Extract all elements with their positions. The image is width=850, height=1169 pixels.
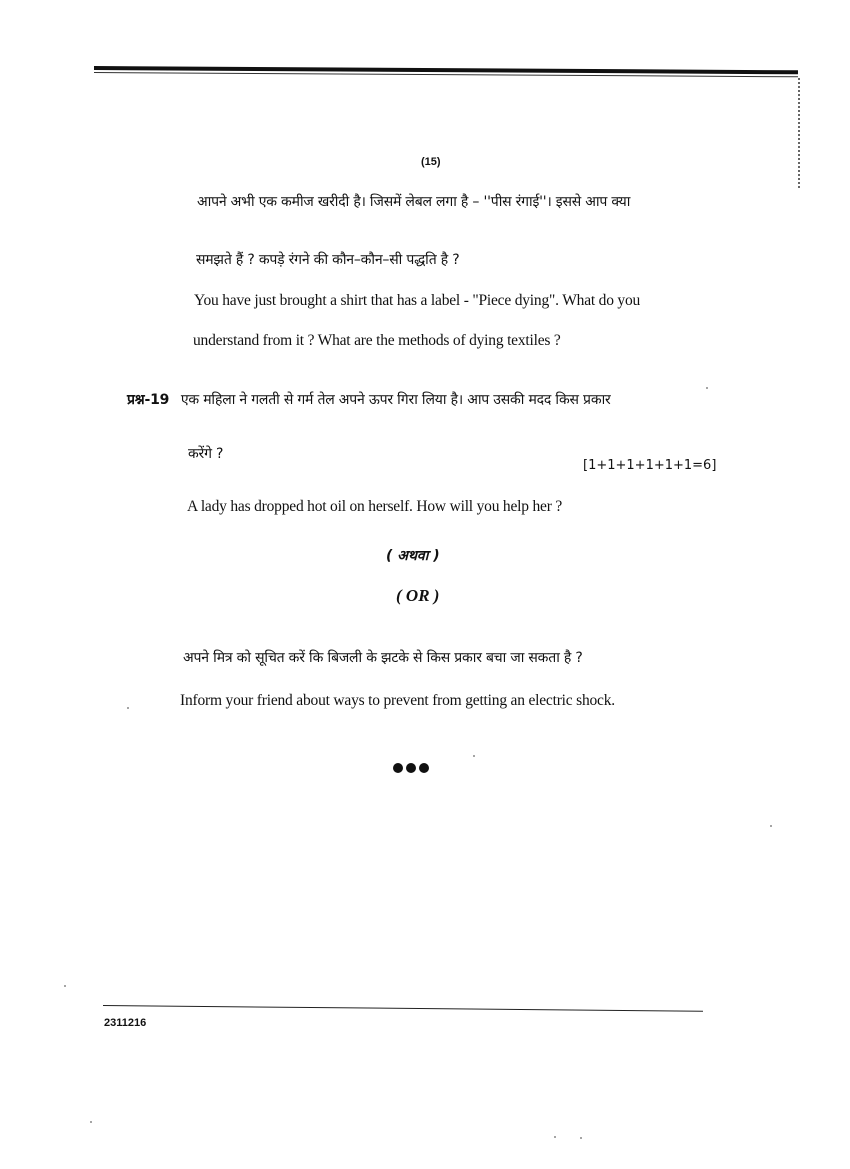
q18-hindi-line-1: आपने अभी एक कमीज खरीदी है। जिसमें लेबल लगा है – ''पीस रंगाई''। इससे आप क्या — [197, 194, 631, 210]
end-dot — [393, 763, 403, 773]
scan-speck — [580, 1137, 582, 1139]
scan-speck — [473, 755, 475, 757]
marks-distribution: [1+1+1+1+1+1=6] — [583, 458, 717, 473]
page-edge-shadow — [798, 78, 802, 188]
scan-speck — [554, 1136, 556, 1138]
q18-hindi-line-2: समझते हैं ? कपड़े रंगने की कौन–कौन–सी पद्धति है ? — [196, 252, 460, 268]
paper-code: 2311216 — [104, 1017, 147, 1029]
end-of-paper-dots — [393, 763, 429, 773]
scan-speck — [770, 825, 772, 827]
end-dot — [406, 763, 416, 773]
footer-rule — [103, 1005, 703, 1012]
or-separator-hindi: ( अथवा ) — [386, 548, 440, 564]
or-separator-english: ( OR ) — [396, 586, 440, 605]
q19-hindi-line-2: करेंगे ? — [188, 446, 224, 462]
page-number: (15) — [421, 156, 441, 168]
q19-row-1 — [127, 390, 611, 409]
q19-english: A lady has dropped hot oil on herself. How will you help her ? — [187, 498, 563, 515]
q19-hindi-line-1: एक महिला ने गलती से गर्म तेल अपने ऊपर गिरा लिया है। आप उसकी मदद किस प्रकार — [180, 392, 611, 408]
scan-speck — [64, 985, 66, 987]
end-dot — [419, 763, 429, 773]
scan-speck — [706, 387, 708, 389]
q18-english-line-1: You have just brought a shirt that has a label - "Piece dying". What do you — [194, 292, 641, 309]
q19-alt-english: Inform your friend about ways to prevent from getting an electric shock. — [180, 692, 615, 709]
question-number-label: प्रश्न-19 — [127, 392, 170, 408]
scan-speck — [90, 1121, 92, 1123]
q18-english-line-2: understand from it ? What are the methods of dying textiles ? — [193, 332, 561, 349]
q19-alt-hindi: अपने मित्र को सूचित करें कि बिजली के झटके से किस प्रकार बचा जा सकता है ? — [183, 650, 583, 666]
scan-speck — [127, 707, 129, 709]
